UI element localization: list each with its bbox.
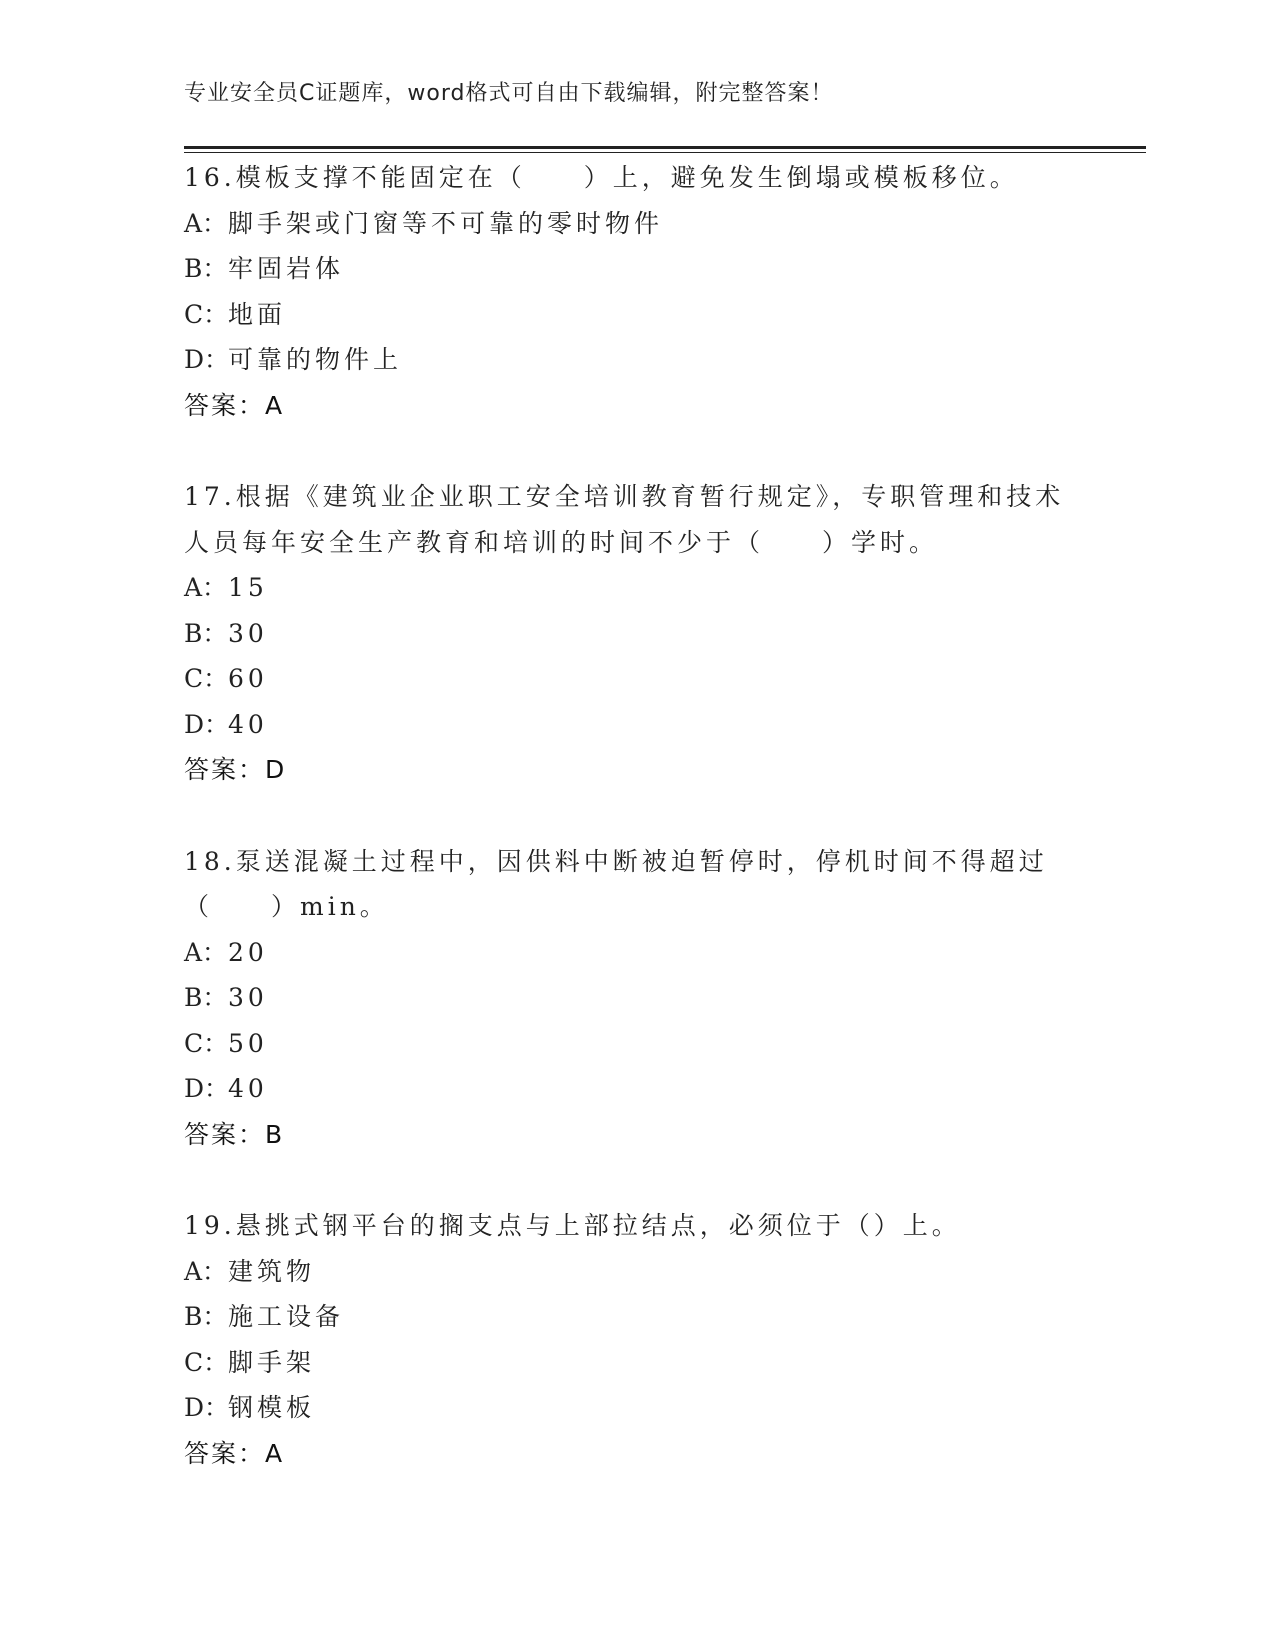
option-key: B： xyxy=(184,254,228,283)
option-key: C： xyxy=(184,1028,229,1058)
option-d xyxy=(184,1385,1084,1431)
question-text: 17.根据《建筑业企业职工安全培训教育暂行规定》，专职管理和技术人员每年安全生产教育和培训的时间不少于（ ）学时。 xyxy=(184,482,1065,557)
answer-label: 答案： xyxy=(184,1438,266,1468)
option-b xyxy=(184,1294,1084,1340)
question-19 xyxy=(184,1203,1084,1476)
option-c xyxy=(184,656,1084,702)
option-a xyxy=(184,201,1084,247)
answer-value: A xyxy=(265,1438,285,1468)
option-key: B： xyxy=(184,983,228,1012)
option-key: C： xyxy=(184,664,229,693)
option-d xyxy=(184,337,1084,383)
option-text: 30 xyxy=(228,618,268,648)
option-key: D： xyxy=(184,1393,230,1422)
option-key: A： xyxy=(184,937,228,967)
option-a xyxy=(184,930,1084,976)
answer-line xyxy=(184,383,1084,429)
option-text: 建筑物 xyxy=(228,1256,316,1286)
option-text: 40 xyxy=(228,709,268,739)
answer-label: 答案： xyxy=(184,390,266,420)
option-text: 50 xyxy=(228,1028,268,1058)
option-text: 脚手架或门窗等不可靠的零时物件 xyxy=(228,208,664,238)
option-text: 地面 xyxy=(228,299,287,329)
option-text: 20 xyxy=(228,937,268,967)
option-text: 60 xyxy=(228,664,268,693)
option-b xyxy=(184,246,1084,292)
option-a xyxy=(184,565,1084,611)
question-text: 18.泵送混凝土过程中，因供料中断被迫暂停时，停机时间不得超过（ ）min。 xyxy=(184,846,1048,921)
option-key: A： xyxy=(184,1256,228,1286)
option-d xyxy=(184,702,1084,748)
header-divider-thin xyxy=(184,152,1146,153)
option-key: D： xyxy=(184,1074,230,1103)
option-c xyxy=(184,1021,1084,1067)
option-text: 钢模板 xyxy=(228,1393,316,1422)
option-c xyxy=(184,292,1084,338)
question-18 xyxy=(184,839,1084,1158)
page-header: 专业安全员C证题库，word格式可自由下载编辑，附完整答案！ xyxy=(184,81,834,106)
answer-value: D xyxy=(265,755,287,784)
option-key: D： xyxy=(184,709,230,739)
option-text: 15 xyxy=(228,573,268,602)
answer-value: B xyxy=(265,1119,285,1149)
option-d xyxy=(184,1066,1084,1112)
option-key: C： xyxy=(184,1347,229,1377)
option-key: A： xyxy=(184,208,228,238)
answer-line xyxy=(184,1431,1084,1477)
option-text: 30 xyxy=(228,983,268,1012)
question-text: 19.悬挑式钢平台的搁支点与上部拉结点，必须位于（）上。 xyxy=(184,1211,961,1240)
option-text: 脚手架 xyxy=(228,1347,316,1377)
answer-label: 答案： xyxy=(184,755,266,784)
question-text: 16.模板支撑不能固定在（ ）上，避免发生倒塌或模板移位。 xyxy=(184,163,1019,192)
option-c xyxy=(184,1340,1084,1386)
question-list xyxy=(184,155,1084,1522)
option-a xyxy=(184,1249,1084,1295)
option-key: B： xyxy=(184,1302,228,1331)
option-b xyxy=(184,975,1084,1021)
answer-label: 答案： xyxy=(184,1119,266,1149)
option-text: 可靠的物件上 xyxy=(228,345,403,374)
option-key: B： xyxy=(184,618,228,648)
option-b xyxy=(184,611,1084,657)
option-text: 40 xyxy=(228,1074,268,1103)
answer-line xyxy=(184,1112,1084,1158)
option-text: 牢固岩体 xyxy=(228,254,345,283)
question-16 xyxy=(184,155,1084,428)
header-divider-thick xyxy=(184,146,1146,149)
answer-value: A xyxy=(265,390,285,420)
option-key: C： xyxy=(184,299,229,329)
option-text: 施工设备 xyxy=(228,1302,345,1331)
option-key: D： xyxy=(184,345,230,374)
answer-line xyxy=(184,747,1084,793)
question-17 xyxy=(184,474,1084,793)
option-key: A： xyxy=(184,573,228,602)
